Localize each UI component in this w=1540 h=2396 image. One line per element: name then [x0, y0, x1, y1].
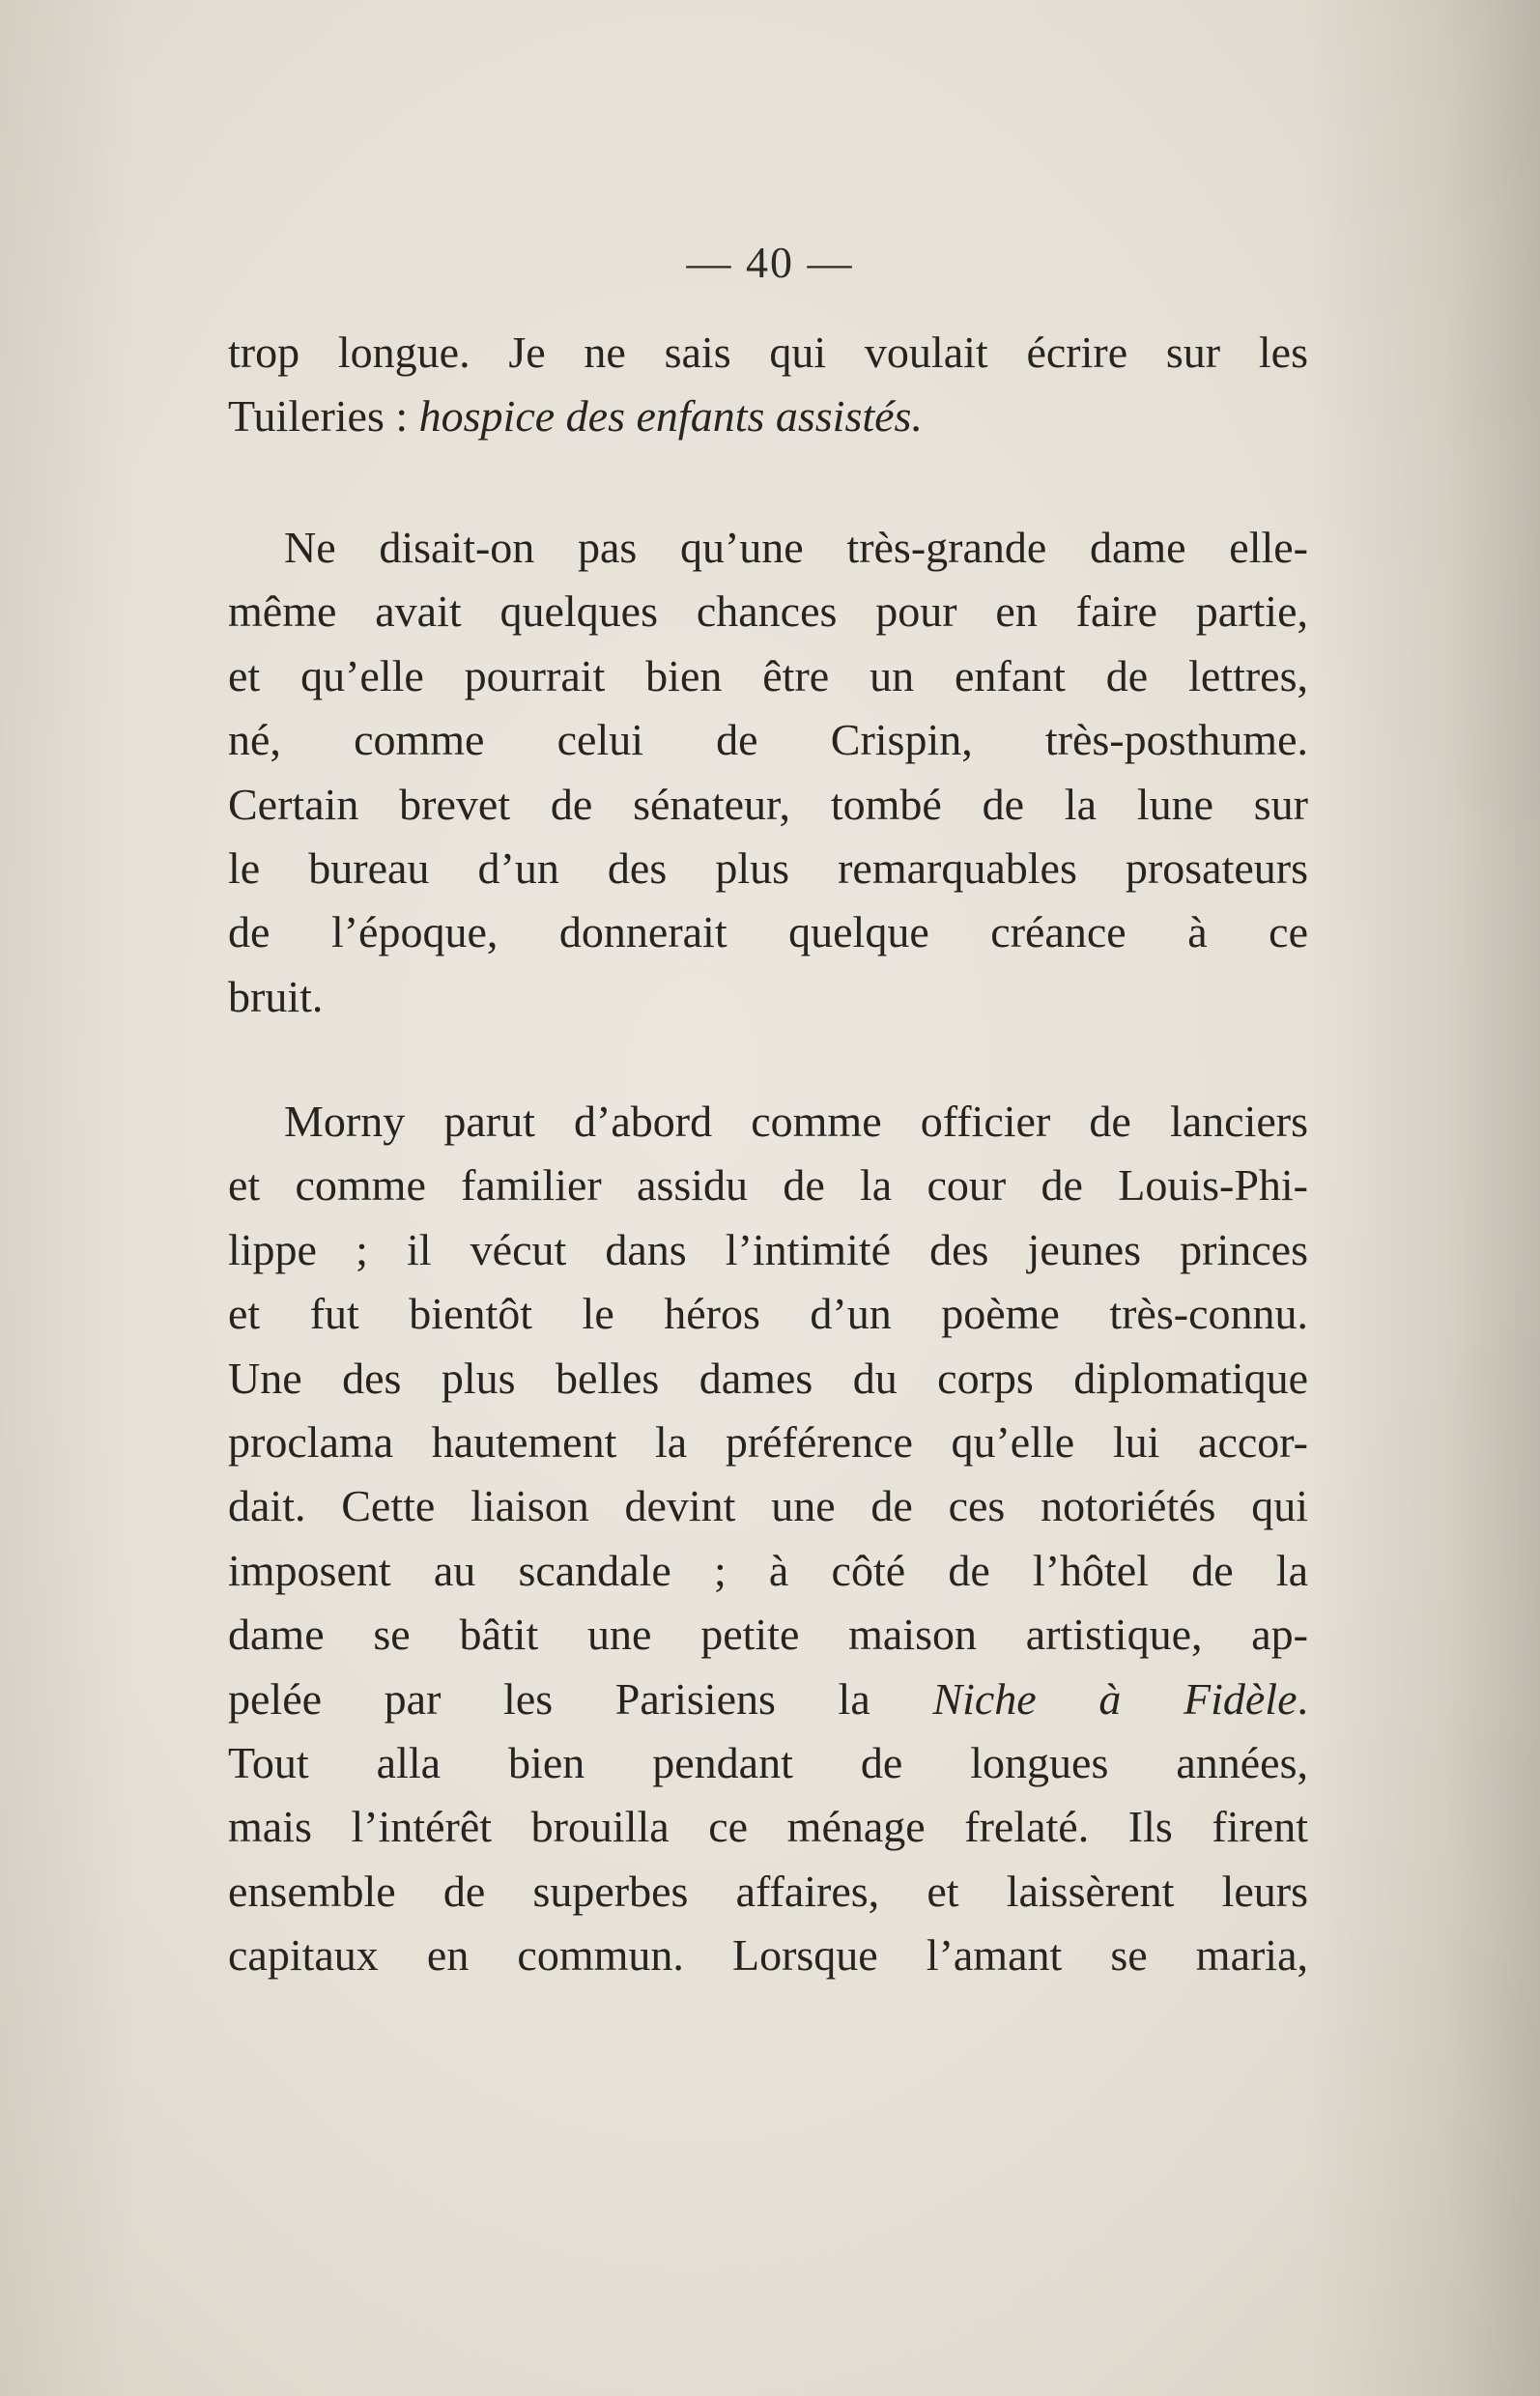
text-line: bruit.	[228, 971, 324, 1021]
text-line: imposent au scandale ; à côté de l’hôtel de la	[228, 1545, 1308, 1595]
text-line: trop longue. Je ne sais qui voulait écrire sur les	[228, 328, 1308, 377]
continuation-paragraph	[228, 321, 1308, 449]
paragraph-2	[228, 1090, 1308, 1988]
paragraph-1	[228, 516, 1308, 1029]
text-line: et fut bientôt le héros d’un poème très-connu.	[228, 1289, 1308, 1339]
text-line: mais l’intérêt brouilla ce ménage frelaté. Ils firent	[228, 1802, 1308, 1852]
text-line: dait. Cette liaison devint une de ces notoriétés qui	[228, 1481, 1308, 1531]
page-left-shading	[0, 0, 135, 2396]
italic-phrase: Niche à Fidèle	[932, 1673, 1298, 1724]
italic-phrase: hospice des enfants assistés.	[418, 391, 923, 442]
text-line: Certain brevet de sénateur, tombé de la lune sur	[228, 779, 1308, 829]
page-number: — 40 —	[686, 238, 854, 287]
text-line: ensemble de superbes affaires, et laissèrent leurs	[228, 1866, 1308, 1916]
text-line	[228, 385, 1308, 448]
text-line: Morny parut d’abord comme officier de lanciers	[284, 1097, 1308, 1146]
text-line: le bureau d’un des plus remarquables prosateurs	[228, 843, 1308, 894]
text-line: né, comme celui de Crispin, très-posthume.	[228, 715, 1308, 765]
text-line: et comme familier assidu de la cour de Louis-Phi-	[228, 1160, 1308, 1211]
text-run: .	[1297, 1673, 1308, 1724]
text-run: Tuileries :	[228, 391, 419, 442]
text-line: même avait quelques chances pour en faire partie,	[228, 586, 1308, 637]
text-line: dame se bâtit une petite maison artistique, ap-	[228, 1610, 1308, 1660]
text-line: Tout alla bien pendant de longues années,	[228, 1738, 1308, 1788]
text-line: capitaux en commun. Lorsque l’amant se maria,	[228, 1930, 1308, 1981]
text-line: de l’époque, donnerait quelque créance à ce	[228, 907, 1308, 957]
text-line: lippe ; il vécut dans l’intimité des jeunes princes	[228, 1224, 1308, 1274]
text-line: Ne disait-on pas qu’une très-grande dame elle-	[284, 523, 1308, 572]
text-line: et qu’elle pourrait bien être un enfant de lettres,	[228, 650, 1308, 700]
text-line	[228, 1668, 1308, 1731]
text-run: pelée par les Parisiens la	[228, 1673, 933, 1724]
page-right-shading	[1308, 0, 1540, 2396]
text-line: proclama hautement la préférence qu’elle lui accor-	[228, 1417, 1308, 1468]
text-line: Une des plus belles dames du corps diplomatique	[228, 1353, 1308, 1403]
